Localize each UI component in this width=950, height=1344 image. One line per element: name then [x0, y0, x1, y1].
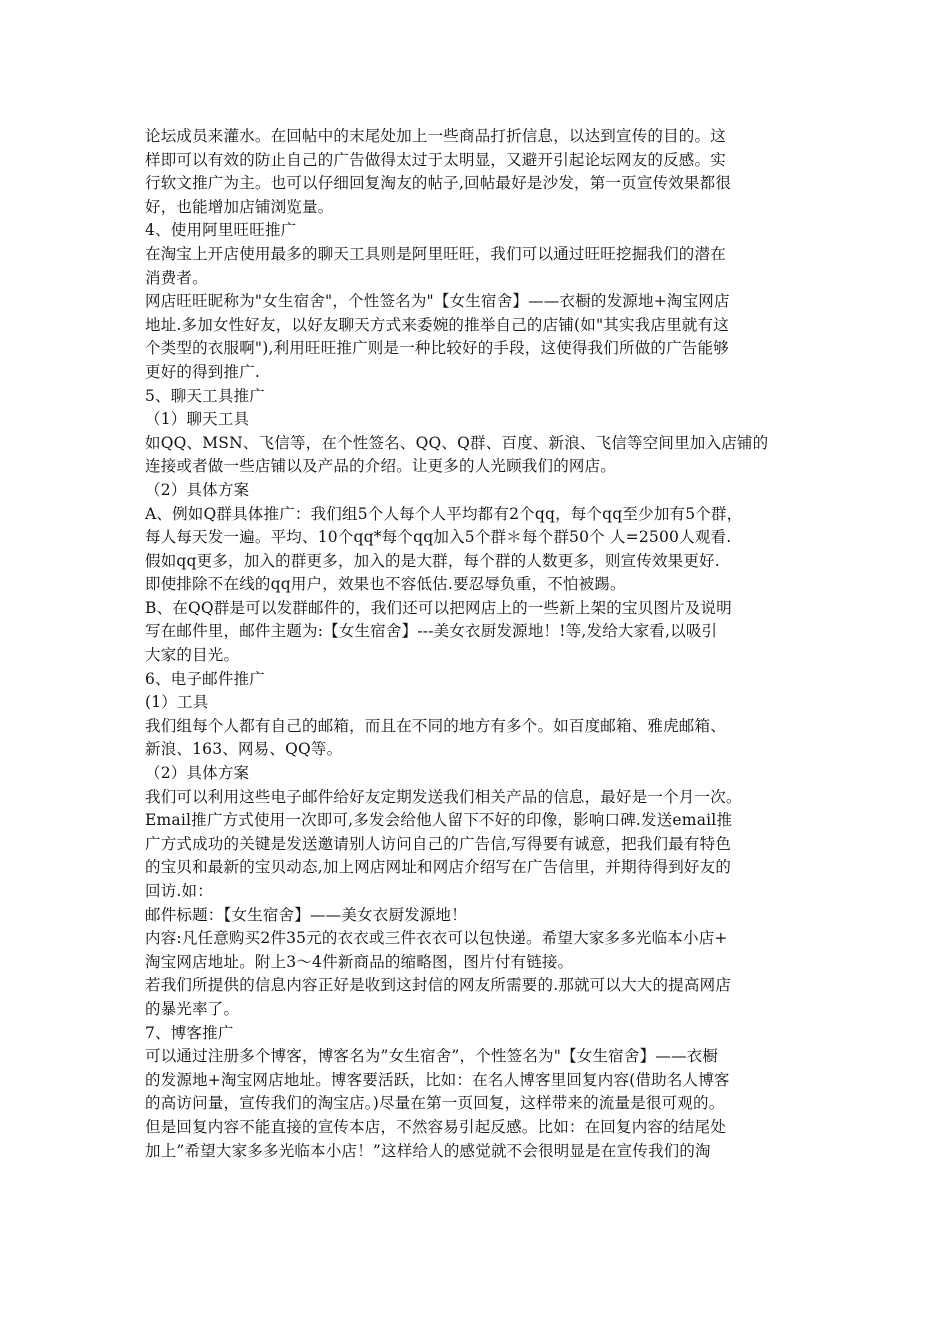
text-line: Email推广方式使用一次即可,多发会给他人留下不好的印像，影响口碑.发送email推 — [145, 811, 733, 830]
text-line: (1）工具 — [145, 693, 209, 712]
text-line: （1）聊天工具 — [145, 410, 250, 429]
text-line: 写在邮件里，邮件主题为:【女生宿舍】---美女衣厨发源地！!等,发给大家看,以吸引 — [145, 622, 718, 641]
text-line: 的暴光率了。 — [145, 999, 240, 1018]
document-body — [145, 125, 810, 1163]
text-line: 消费者。 — [145, 268, 208, 287]
text-line: 广方式成功的关键是发送邀请别人访问自己的广告信,写得要有诚意，把我们最有特色 — [145, 834, 732, 853]
text-line: 的高访问量，宣传我们的淘宝店。)尽量在第一页回复，这样带来的流量是很可观的。 — [145, 1094, 725, 1113]
text-line: 邮件标题：【女生宿舍】——美女衣厨发源地！ — [145, 905, 467, 924]
text-line: B、在QQ群是可以发群邮件的，我们还可以把网店上的一些新上架的宝贝图片及说明 — [145, 598, 732, 617]
text-line: 大家的目光。 — [145, 646, 240, 665]
text-line: 我们可以利用这些电子邮件给好友定期发送我们相关产品的信息，最好是一个月一次。 — [145, 787, 742, 806]
text-line: 地址.多加女性好友，以好友聊天方式来委婉的推举自己的店铺(如"其实我店里就有这 — [145, 315, 729, 334]
text-line: A、例如Q群具体推广：我们组5个人每个人平均都有2个qq，每个qq至少加有5个群， — [145, 504, 743, 523]
text-line: 的发源地+淘宝网店地址。博客要活跃，比如：在名人博客里回复内容(借助名人博客 — [145, 1070, 730, 1089]
text-line: 在淘宝上开店使用最多的聊天工具则是阿里旺旺，我们可以通过旺旺挖掘我们的潜在 — [145, 244, 726, 263]
text-line: （2）具体方案 — [145, 480, 250, 499]
text-line: 5、聊天工具推广 — [145, 386, 265, 405]
text-line: 更好的得到推广. — [145, 362, 261, 381]
text-line: 4、使用阿里旺旺推广 — [145, 221, 297, 240]
text-line: 可以通过注册多个博客，博客名为”女生宿舍”，个性签名为"【女生宿舍】——衣橱 — [145, 1047, 719, 1066]
text-line: 6、电子邮件推广 — [145, 669, 265, 688]
text-line: 网店旺旺昵称为"女生宿舍"，个性签名为"【女生宿舍】——衣橱的发源地+淘宝网店 — [145, 292, 730, 311]
text-line: 若我们所提供的信息内容正好是收到这封信的网友所需要的.那就可以大大的提高网店 — [145, 976, 732, 995]
text-line: 样即可以有效的防止自己的广告做得太过于太明显，又避开引起论坛网友的反感。实 — [145, 150, 726, 169]
text-line: 新浪、163、网易、QQ等。 — [145, 740, 343, 759]
text-line: 加上”希望大家多多光临本小店！”这样给人的感觉就不会很明显是在宣传我们的淘 — [145, 1141, 711, 1160]
text-line: 的宝贝和最新的宝贝动态,加上网店网址和网店介绍写在广告信里，并期待得到好友的 — [145, 858, 732, 877]
text-line: 个类型的衣服啊"),利用旺旺推广则是一种比较好的手段，这使得我们所做的广告能够 — [145, 339, 729, 358]
text-line: 如QQ、MSN、飞信等，在个性签名、QQ、Q群、百度、新浪、飞信等空间里加入店铺的 — [145, 433, 769, 452]
text-line: 但是回复内容不能直接的宣传本店，不然容易引起反感。比如：在回复内容的结尾处 — [145, 1117, 726, 1136]
text-line: 即使排除不在线的qq用户，效果也不容低估.要忍辱负重，不怕被踢。 — [145, 575, 626, 594]
text-line: 连接或者做一些店铺以及产品的介绍。让更多的人光顾我们的网店。 — [145, 457, 617, 476]
text-line: 回访.如： — [145, 882, 213, 900]
text-line: 每人每天发一遍。平均、10个qq*每个qq加入5个群＊每个群50个 人=2500人观看. — [145, 528, 732, 547]
text-line: 好，也能增加店铺浏览量。 — [145, 197, 334, 216]
text-line: 论坛成员来灌水。在回帖中的末尾处加上一些商品打折信息，以达到宣传的目的。这 — [145, 127, 726, 145]
text-line: （2）具体方案 — [145, 764, 250, 783]
text-line: 内容:凡任意购买2件35元的衣衣或三件衣衣可以包快递。希望大家多多光临本小店+ — [145, 929, 728, 948]
text-line: 假如qq更多，加入的群更多，加入的是大群，每个群的人数更多，则宣传效果更好. — [145, 551, 720, 570]
text-line: 我们组每个人都有自己的邮箱，而且在不同的地方有多个。如百度邮箱、雅虎邮箱、 — [145, 716, 726, 735]
text-line: 淘宝网店地址。附上3～4件新商品的缩略图，图片付有链接。 — [145, 952, 574, 971]
text-line: 行软文推广为主。也可以仔细回复淘友的帖子,回帖最好是沙发，第一页宣传效果都很 — [145, 174, 732, 193]
text-line: 7、博客推广 — [145, 1023, 234, 1042]
